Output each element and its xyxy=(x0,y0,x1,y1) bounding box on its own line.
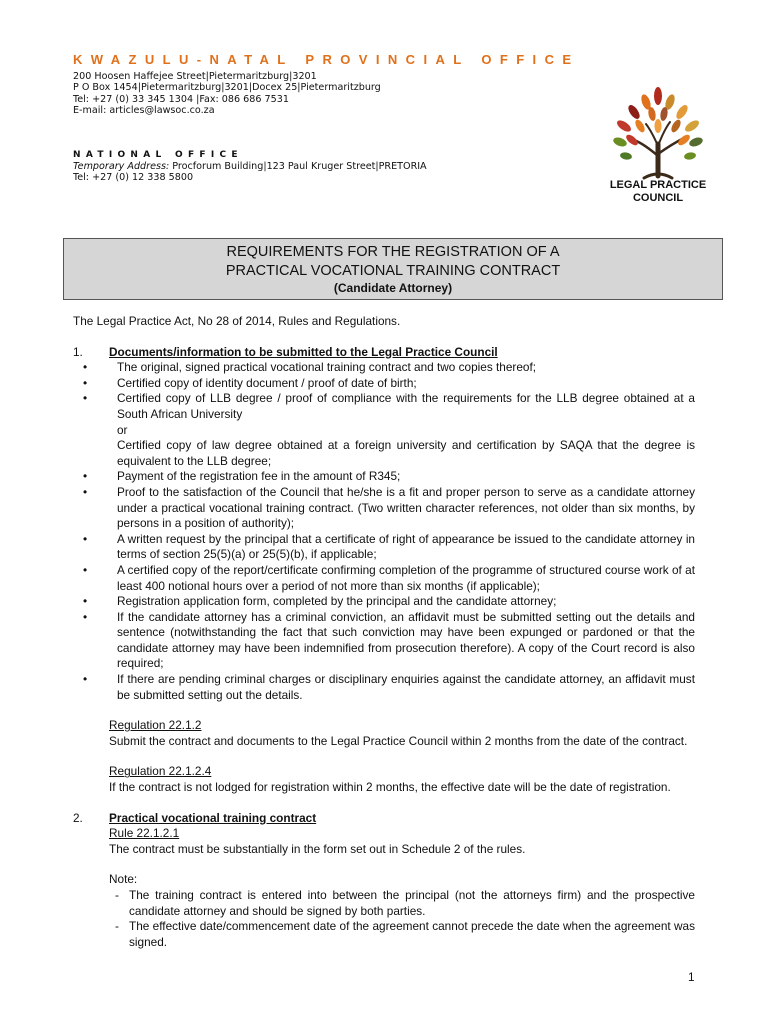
bullet: • xyxy=(83,594,88,609)
rule-text: The contract must be substantially in the form set out in Schedule 2 of the rules. xyxy=(109,841,526,856)
document-body xyxy=(73,314,695,950)
notes-list xyxy=(73,888,695,950)
list-item: - The effective date/commencement date of the agreement cannot precede the date when the agreement was signed. xyxy=(115,919,695,949)
logo-line: COUNCIL xyxy=(632,192,684,204)
list-item: • The original, signed practical vocational training contract and two copies thereof; xyxy=(83,360,537,375)
temporary-address-label: Temporary Address: xyxy=(73,161,170,172)
list-item: • A certified copy of the report/certificate confirming completion of the programme of structured course work of at least 400 notional hours over a period of not more than six months (if applicable); xyxy=(83,562,695,593)
national-office xyxy=(73,150,427,183)
section-2-heading xyxy=(73,811,695,827)
intro-paragraph: The Legal Practice Act, No 28 of 2014, Rules and Regulations. xyxy=(73,314,401,328)
bullet: • xyxy=(83,360,88,375)
bullet: • xyxy=(83,375,88,390)
list-item: • Registration application form, completed by the principal and the candidate attorney; xyxy=(83,594,557,609)
provincial-office-title: KWAZULU-NATAL PROVINCIAL OFFICE xyxy=(73,52,580,67)
bullet: • xyxy=(83,609,88,624)
lpc-logo-wordmark xyxy=(596,179,720,205)
national-phone: Tel: +27 (0) 12 338 5800 xyxy=(73,172,194,183)
section-number: 2. xyxy=(73,810,83,825)
list-item: • If the candidate attorney has a criminal conviction, an affidavit must be submitted setting out the details and sentence (notwithstanding the fact that such conviction may have been expunged or pardoned or that the candidate attorney may have been indemnified from prosecution therefore). A copy of the Court record is also required; xyxy=(83,609,695,671)
temporary-address-value: Procforum Building|123 Paul Kruger Street|PRETORIA xyxy=(169,161,427,172)
page-number: 1 xyxy=(688,970,695,984)
rule-label: Rule 22.1.2.1 xyxy=(109,826,180,841)
list-item: • If there are pending criminal charges or disciplinary enquiries against the candidate attorney, an affidavit must be submitted setting out the details. xyxy=(83,672,695,702)
dash-bullet: - xyxy=(115,888,119,902)
requirements-list xyxy=(73,469,695,703)
phone-line: Tel: +27 (0) 33 345 1304 |Fax: 086 686 7531 xyxy=(73,93,289,105)
section-title: Practical vocational training contract xyxy=(109,810,317,825)
national-office-title: NATIONAL OFFICE xyxy=(73,150,243,160)
bullet: • xyxy=(83,469,88,484)
regulation-text: If the contract is not lodged for registration within 2 months, the effective date will be the date of registration. xyxy=(109,780,671,795)
regulation-text: Submit the contract and documents to the Legal Practice Council within 2 months from the date of the contract. xyxy=(109,733,688,748)
address-line: P O Box 1454|Pietermaritzburg|3201|Docex 25|Pietermaritzburg xyxy=(73,82,381,94)
title-line: REQUIREMENTS FOR THE REGISTRATION OF A xyxy=(226,244,560,260)
list-item: • Proof to the satisfaction of the Council that he/she is a fit and proper person to serve as a candidate attorney under a practical vocational training contract. (Two written character references, not older than six months, by persons in a position of authority); xyxy=(83,484,695,531)
letterhead xyxy=(73,52,633,116)
or-text: or xyxy=(117,422,128,437)
logo-line: LEGAL PRACTICE xyxy=(609,179,707,191)
provincial-address xyxy=(73,71,633,116)
dash-bullet: - xyxy=(115,919,119,934)
section-number: 1. xyxy=(73,344,83,359)
email-line: E-mail: articles@lawsoc.co.za xyxy=(73,104,215,116)
title-subtitle: (Candidate Attorney) xyxy=(333,281,453,295)
bullet: • xyxy=(83,484,88,499)
note-label: Note: xyxy=(109,872,138,887)
regulation-label: Regulation 22.1.2 xyxy=(109,718,202,733)
list-item: • A written request by the principal that a certificate of right of appearance be issued to the candidate attorney in terms of section 25(5)(a) or 25(5)(b), if applicable; xyxy=(83,531,695,562)
requirements-list xyxy=(73,360,695,422)
bullet: • xyxy=(83,672,88,687)
section-title: Documents/information to be submitted to the Legal Practice Council xyxy=(109,344,498,359)
address-line: 200 Hoosen Haffejee Street|Pietermaritzburg|3201 xyxy=(73,71,317,82)
bullet: • xyxy=(83,562,88,577)
list-item: • Payment of the registration fee in the amount of R345; xyxy=(83,469,401,484)
list-item: • Certified copy of LLB degree / proof of compliance with the requirements for the LLB degree obtained at a South African University xyxy=(83,391,695,421)
list-item: • Certified copy of identity document / proof of date of birth; xyxy=(83,375,417,390)
bullet: • xyxy=(83,531,88,546)
bullet: • xyxy=(83,391,88,406)
list-item: - The training contract is entered into between the principal (not the attorneys firm) and the prospective candidate attorney and should be signed by both parties. xyxy=(115,888,695,918)
alternative-degree-text: Certified copy of law degree obtained at a foreign university and certification by SAQA that the degree is equivalent to the LLB degree; xyxy=(117,438,695,468)
regulation-label: Regulation 22.1.2.4 xyxy=(109,764,212,779)
title-line: PRACTICAL VOCATIONAL TRAINING CONTRACT xyxy=(225,263,561,279)
section-1-heading xyxy=(73,345,695,361)
document-title-box xyxy=(63,238,723,300)
national-address xyxy=(73,161,427,172)
